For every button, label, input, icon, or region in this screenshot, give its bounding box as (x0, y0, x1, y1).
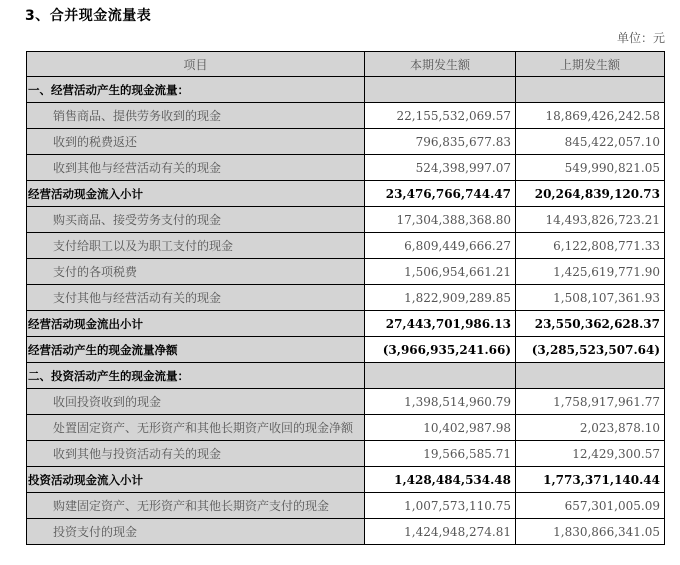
value-current: 27,443,701,986.13 (365, 311, 516, 337)
value-current: 796,835,677.83 (365, 129, 516, 155)
value-previous: 12,429,300.57 (516, 441, 665, 467)
table-row (27, 259, 665, 285)
row-label: 收到其他与经营活动有关的现金 (27, 155, 365, 181)
value-previous: 14,493,826,723.21 (516, 207, 665, 233)
row-label: 一、经营活动产生的现金流量： (27, 77, 365, 103)
row-label: 经营活动现金流出小计 (27, 311, 365, 337)
row-label: 收回投资收到的现金 (27, 389, 365, 415)
row-label: 处置固定资产、无形资产和其他长期资产收回的现金净额 (27, 415, 365, 441)
value-previous (516, 77, 665, 103)
value-previous: 1,830,866,341.05 (516, 519, 665, 545)
row-label: 收到的税费返还 (27, 129, 365, 155)
row-label: 经营活动现金流入小计 (27, 181, 365, 207)
row-label: 支付其他与经营活动有关的现金 (27, 285, 365, 311)
header-previous-period: 上期发生额 (516, 52, 665, 77)
value-current: 17,304,388,368.80 (365, 207, 516, 233)
subtotal-row (27, 337, 665, 363)
table-row (27, 103, 665, 129)
value-current: 23,476,766,744.47 (365, 181, 516, 207)
table-row (27, 415, 665, 441)
table-row (27, 519, 665, 545)
subtotal-row (27, 467, 665, 493)
header-item: 项目 (27, 52, 365, 77)
table-row (27, 441, 665, 467)
cash-flow-table (26, 51, 665, 545)
value-current: 1,424,948,274.81 (365, 519, 516, 545)
section-header-row (27, 77, 665, 103)
value-previous: 6,122,808,771.33 (516, 233, 665, 259)
row-label: 购买商品、接受劳务支付的现金 (27, 207, 365, 233)
value-previous: 1,425,619,771.90 (516, 259, 665, 285)
row-label: 支付的各项税费 (27, 259, 365, 285)
value-current (365, 363, 516, 389)
value-current: 1,398,514,960.79 (365, 389, 516, 415)
value-previous: 1,773,371,140.44 (516, 467, 665, 493)
value-previous: 23,550,362,628.37 (516, 311, 665, 337)
document-title: 3、合并现金流量表 (25, 8, 152, 24)
row-label: 支付给职工以及为职工支付的现金 (27, 233, 365, 259)
value-previous: 18,869,426,242.58 (516, 103, 665, 129)
value-previous: 1,508,107,361.93 (516, 285, 665, 311)
table-row (27, 233, 665, 259)
value-current: 1,822,909,289.85 (365, 285, 516, 311)
value-previous: 1,758,917,961.77 (516, 389, 665, 415)
row-label: 销售商品、提供劳务收到的现金 (27, 103, 365, 129)
value-current: 524,398,997.07 (365, 155, 516, 181)
value-previous (516, 363, 665, 389)
header-current-period: 本期发生额 (365, 52, 516, 77)
unit-label: 单位：元 (616, 31, 665, 45)
row-label: 购建固定资产、无形资产和其他长期资产支付的现金 (27, 493, 365, 519)
table-row (27, 155, 665, 181)
row-label: 二、投资活动产生的现金流量： (27, 363, 365, 389)
value-previous: (3,285,523,507.64) (516, 337, 665, 363)
row-label: 收到其他与投资活动有关的现金 (27, 441, 365, 467)
value-current: (3,966,935,241.66) (365, 337, 516, 363)
table-row (27, 207, 665, 233)
value-current: 1,007,573,110.75 (365, 493, 516, 519)
row-label: 经营活动产生的现金流量净额 (27, 337, 365, 363)
subtotal-row (27, 181, 665, 207)
value-previous: 845,422,057.10 (516, 129, 665, 155)
value-current: 1,428,484,534.48 (365, 467, 516, 493)
section-header-row (27, 363, 665, 389)
value-current (365, 77, 516, 103)
row-label: 投资活动现金流入小计 (27, 467, 365, 493)
value-previous: 2,023,878.10 (516, 415, 665, 441)
value-current: 22,155,532,069.57 (365, 103, 516, 129)
value-previous: 549,990,821.05 (516, 155, 665, 181)
value-current: 1,506,954,661.21 (365, 259, 516, 285)
value-current: 10,402,987.98 (365, 415, 516, 441)
value-current: 19,566,585.71 (365, 441, 516, 467)
row-label: 投资支付的现金 (27, 519, 365, 545)
table-row (27, 129, 665, 155)
value-previous: 20,264,839,120.73 (516, 181, 665, 207)
table-row (27, 285, 665, 311)
value-current: 6,809,449,666.27 (365, 233, 516, 259)
value-previous: 657,301,005.09 (516, 493, 665, 519)
table-row (27, 389, 665, 415)
table-header-row (27, 52, 665, 77)
table-row (27, 493, 665, 519)
subtotal-row (27, 311, 665, 337)
